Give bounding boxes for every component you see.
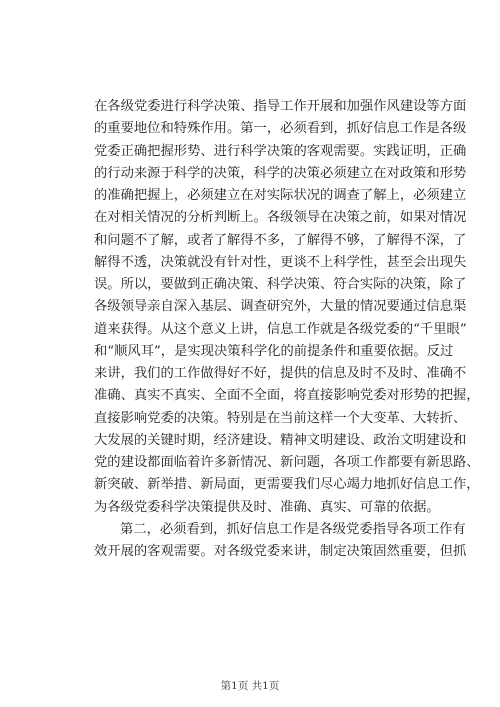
text-line: 大发展的关键时期，经济建设、精神文明建设、政治文明建设和: [94, 432, 467, 448]
text-line: 第二，必须看到，抓好信息工作是各级党委指导各项工作有: [120, 521, 466, 537]
text-line: 党委正确把握形势、进行科学决策的客观需要。实践证明，正确: [94, 143, 467, 159]
text-line: 的准确把握上，必须建立在对实际状况的调查了解上，必须建立: [94, 188, 467, 203]
text-line: 各级领导亲自深入基层、调查研究外，大量的情况要通过信息渠: [94, 299, 467, 315]
text-line: 准确、真实不真实、全面不全面，将直接影响党委对形势的把握，: [94, 388, 480, 404]
text-line: 和问题不了解，或者了解得不多，了解得不够，了解得不深，了: [94, 232, 467, 248]
text-line: 解得不透，决策就没有针对性，更谈不上科学性，甚至会出现失: [94, 254, 467, 270]
text-line: 效开展的客观需要。对各级党委来讲，制定决策固然重要，但抓: [94, 544, 467, 559]
text-line: 直接影响党委的决策。特别是在当前这样一个大变革、大转折、: [94, 410, 467, 426]
document-body: [94, 96, 480, 563]
text-line: 党的建设都面临着许多新情况、新问题，各项工作都要有新思路、: [94, 455, 480, 470]
text-line: 在对相关情况的分析判断上。各级领导在决策之前，如果对情况: [94, 210, 467, 226]
text-line: 误。所以，要做到正确决策、科学决策、符合实际的决策，除了: [94, 277, 467, 292]
text-line: 的重要地位和特殊作用。第一，必须看到，抓好信息工作是各级: [94, 121, 467, 137]
text-line: 来讲，我们的工作做得好不好，提供的信息及时不及时、准确不: [94, 366, 467, 381]
text-line: 道来获得。从这个意义上讲，信息工作就是各级党委的“千里眼”: [94, 321, 467, 337]
page-footer: [0, 678, 500, 693]
text-line: 在各级党委进行科学决策、指导工作开展和加强作风建设等方面: [94, 99, 467, 114]
text-line: 为各级党委科学决策提供及时、准确、真实、可靠的依据。: [94, 499, 440, 515]
text-line: 的行动来源于科学的决策，科学的决策必须建立在对政策和形势: [94, 165, 467, 181]
text-line: 和“顺风耳”，是实现决策科学化的前提条件和重要依据。反过: [94, 343, 454, 359]
text-line: 新突破、新举措、新局面，更需要我们尽心竭力地抓好信息工作，: [94, 477, 480, 493]
page-number: 第1页 共1页: [220, 680, 280, 692]
